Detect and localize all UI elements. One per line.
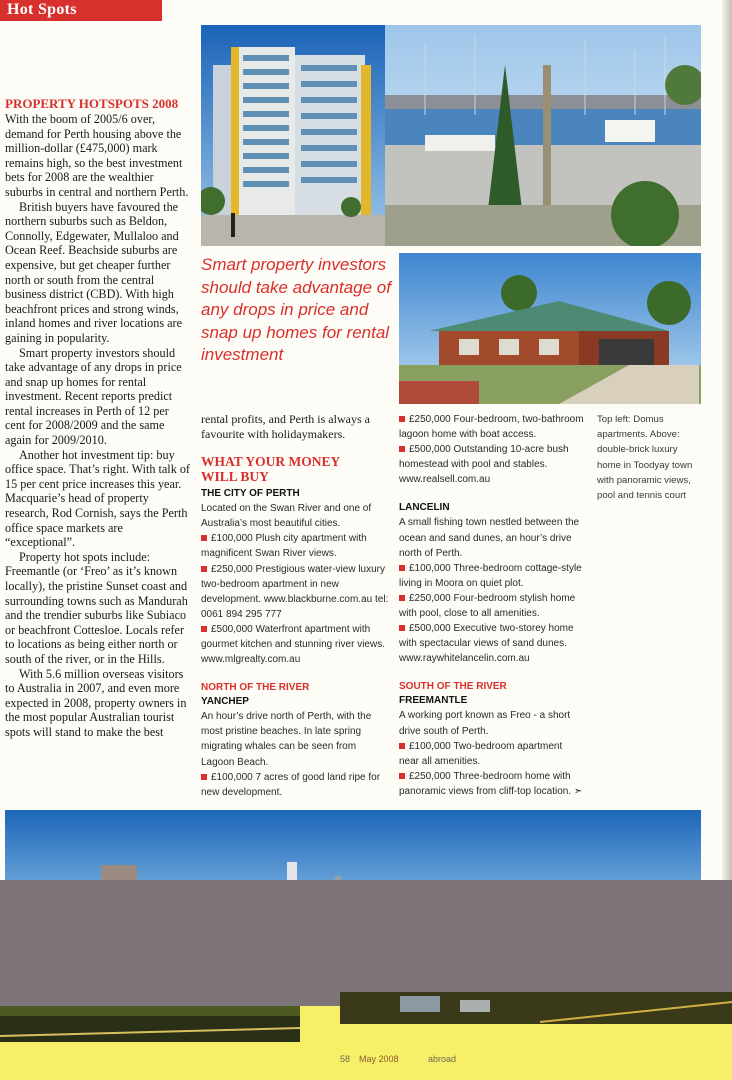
gray-overlay-block <box>0 880 732 992</box>
city-item-2: £250,000 Prestigious water-view luxury two-bedroom apartment in new development. www.blackburne.com.au tel: 0061 894 295 777 <box>201 563 389 620</box>
main-article <box>5 96 190 740</box>
brick-house-photo <box>399 253 701 404</box>
yanchep-item-3: £500,000 Outstanding 10-acre bush homestead with pool and stables. www.realsell.com.au <box>399 444 569 486</box>
article-para-2: British buyers have favoured the northern suburbs such as Beldon, Connolly, Edgewater, Mullaloo and Ocean Reef. Beachside suburbs are expensive, but get cheaper further north or south from the central business district (CBD). With high beachfront prices and strong winds, inland homes and river locations are gaining in popularity. <box>5 199 182 345</box>
footer-page-number: 58 <box>340 1054 351 1064</box>
night-city-strip-right <box>340 992 732 1024</box>
bullet-icon <box>399 565 405 571</box>
freemantle-item-1: £100,000 Two-bedroom apartment near all amenities. <box>399 740 563 767</box>
lancelin-item-3: £500,000 Executive two-storey home with spectacular views of sand dunes. www.raywhitelancelin.com.au <box>399 623 574 665</box>
bullet-icon <box>399 773 405 779</box>
lancelin-item-1: £100,000 Three-bedroom cottage-style living in Moora on quiet plot. <box>399 562 582 589</box>
bullet-icon <box>201 774 207 780</box>
bullet-icon <box>399 446 405 452</box>
lancelin-heading: LANCELIN <box>399 502 450 514</box>
night-city-strip-left <box>0 1006 300 1042</box>
bullet-icon <box>201 626 207 632</box>
yellow-band-right <box>340 1024 732 1042</box>
south-of-river-heading: SOUTH OF THE RIVER <box>399 681 507 693</box>
freemantle-item-2: £250,000 Three-bedroom home with panoramic views from cliff-top location. ➣ <box>399 770 583 797</box>
article-para-3: Smart property investors should take advantage of any drops in price and snap up homes for rental investment. Recent reports predict rental increases in Perth of 12 per cent for 2008/2009 and the same again for 2009/2010. <box>5 345 182 448</box>
article-para-5: Property hot spots include: Freemantle (or ‘Freo’ as it’s known locally), the pristine Sunset coast and surrounding towns such as Mandurah and the trendier suburbs like Subiaco or beachfront Cottesloe. Locals refer to locations as being either north or south of the river, or in the Hills. <box>5 549 188 666</box>
article-para-4: Another hot investment tip: buy office space. That’s right. With talk of 15 per cent price increases this year. Macquarie’s head of property research, Rod Cornish, says the Perth office space markets are “exceptional”. <box>5 447 190 550</box>
photo-caption: Top left: Domus apartments. Above: double-brick luxury home in Toodyay town with panoramic views, pool and tennis court <box>597 414 693 502</box>
article-continuation: rental profits, and Perth is always a favourite with holidaymakers. <box>201 412 370 441</box>
footer-magazine-name: abroad <box>428 1054 457 1064</box>
freemantle-intro: A working port known as Freo - a short drive south of Perth. <box>399 710 571 737</box>
yanchep-item-1: £100,000 7 acres of good land ripe for new development. <box>201 771 381 798</box>
column-2 <box>201 412 391 800</box>
article-para-1: With the boom of 2005/6 over, demand for Perth housing above the million-dollar (£475,000) mark remains high, so the best investment bets for 2008 are the wealthier suburbs in central and northern Perth. <box>5 112 189 199</box>
bullet-icon <box>201 566 207 572</box>
city-item-3: £500,000 Waterfront apartment with gourmet kitchen and stunning river views. www.mlgrealty.com.au <box>201 623 385 666</box>
lancelin-item-2: £250,000 Four-bedroom stylish home with pool, close to all amenities. <box>399 592 576 620</box>
lancelin-intro: A small fishing town nestled between the ocean and sand dunes, an hour’s drive north of Perth. <box>399 517 580 559</box>
yanchep-item-2: £250,000 Four-bedroom, two-bathroom lagoon home with boat access. <box>399 414 584 441</box>
article-title: PROPERTY HOTSPOTS 2008 <box>5 96 179 111</box>
section-header-label: Hot Spots <box>7 1 77 18</box>
bullet-icon <box>399 743 405 749</box>
yanchep-heading: YANCHEP <box>201 696 249 708</box>
city-of-perth-intro: Located on the Swan River and one of Australia’s most beautiful cities. <box>201 503 372 530</box>
page-edge-shadow <box>722 0 732 880</box>
bullet-icon <box>399 416 405 422</box>
marina-photo <box>385 25 701 246</box>
apartment-tower-photo <box>201 25 385 246</box>
bullet-icon <box>201 535 207 541</box>
city-of-perth-heading: THE CITY OF PERTH <box>201 488 300 500</box>
money-section-title: WHAT YOUR MONEY WILL BUY <box>201 454 340 485</box>
north-of-river-heading: NORTH OF THE RIVER <box>201 682 310 694</box>
yellow-band-gap <box>300 1006 340 1042</box>
city-item-1: £100,000 Plush city apartment with magnificent Swan River views. <box>201 533 367 560</box>
footer-date: May 2008 <box>359 1054 399 1064</box>
freemantle-heading: FREEMANTLE <box>399 695 468 707</box>
column-3 <box>399 412 585 799</box>
bullet-icon <box>399 625 405 631</box>
bullet-icon <box>399 595 405 601</box>
article-para-6: With 5.6 million overseas visitors to Australia in 2007, and even more expected in 2008, property owners in the most popular Australian tourist spots will stand to make the best <box>5 666 187 739</box>
gray-overlay-block-lower <box>0 992 340 1006</box>
pull-quote: Smart property investors should take advantage of any drops in price and snap up homes for rental investment <box>201 255 391 364</box>
continue-arrow-icon: ➣ <box>573 785 583 797</box>
yanchep-intro: An hour’s drive north of Perth, with the most pristine beaches. In late spring migrating whales can be seen from Lagoon Beach. <box>201 711 372 768</box>
